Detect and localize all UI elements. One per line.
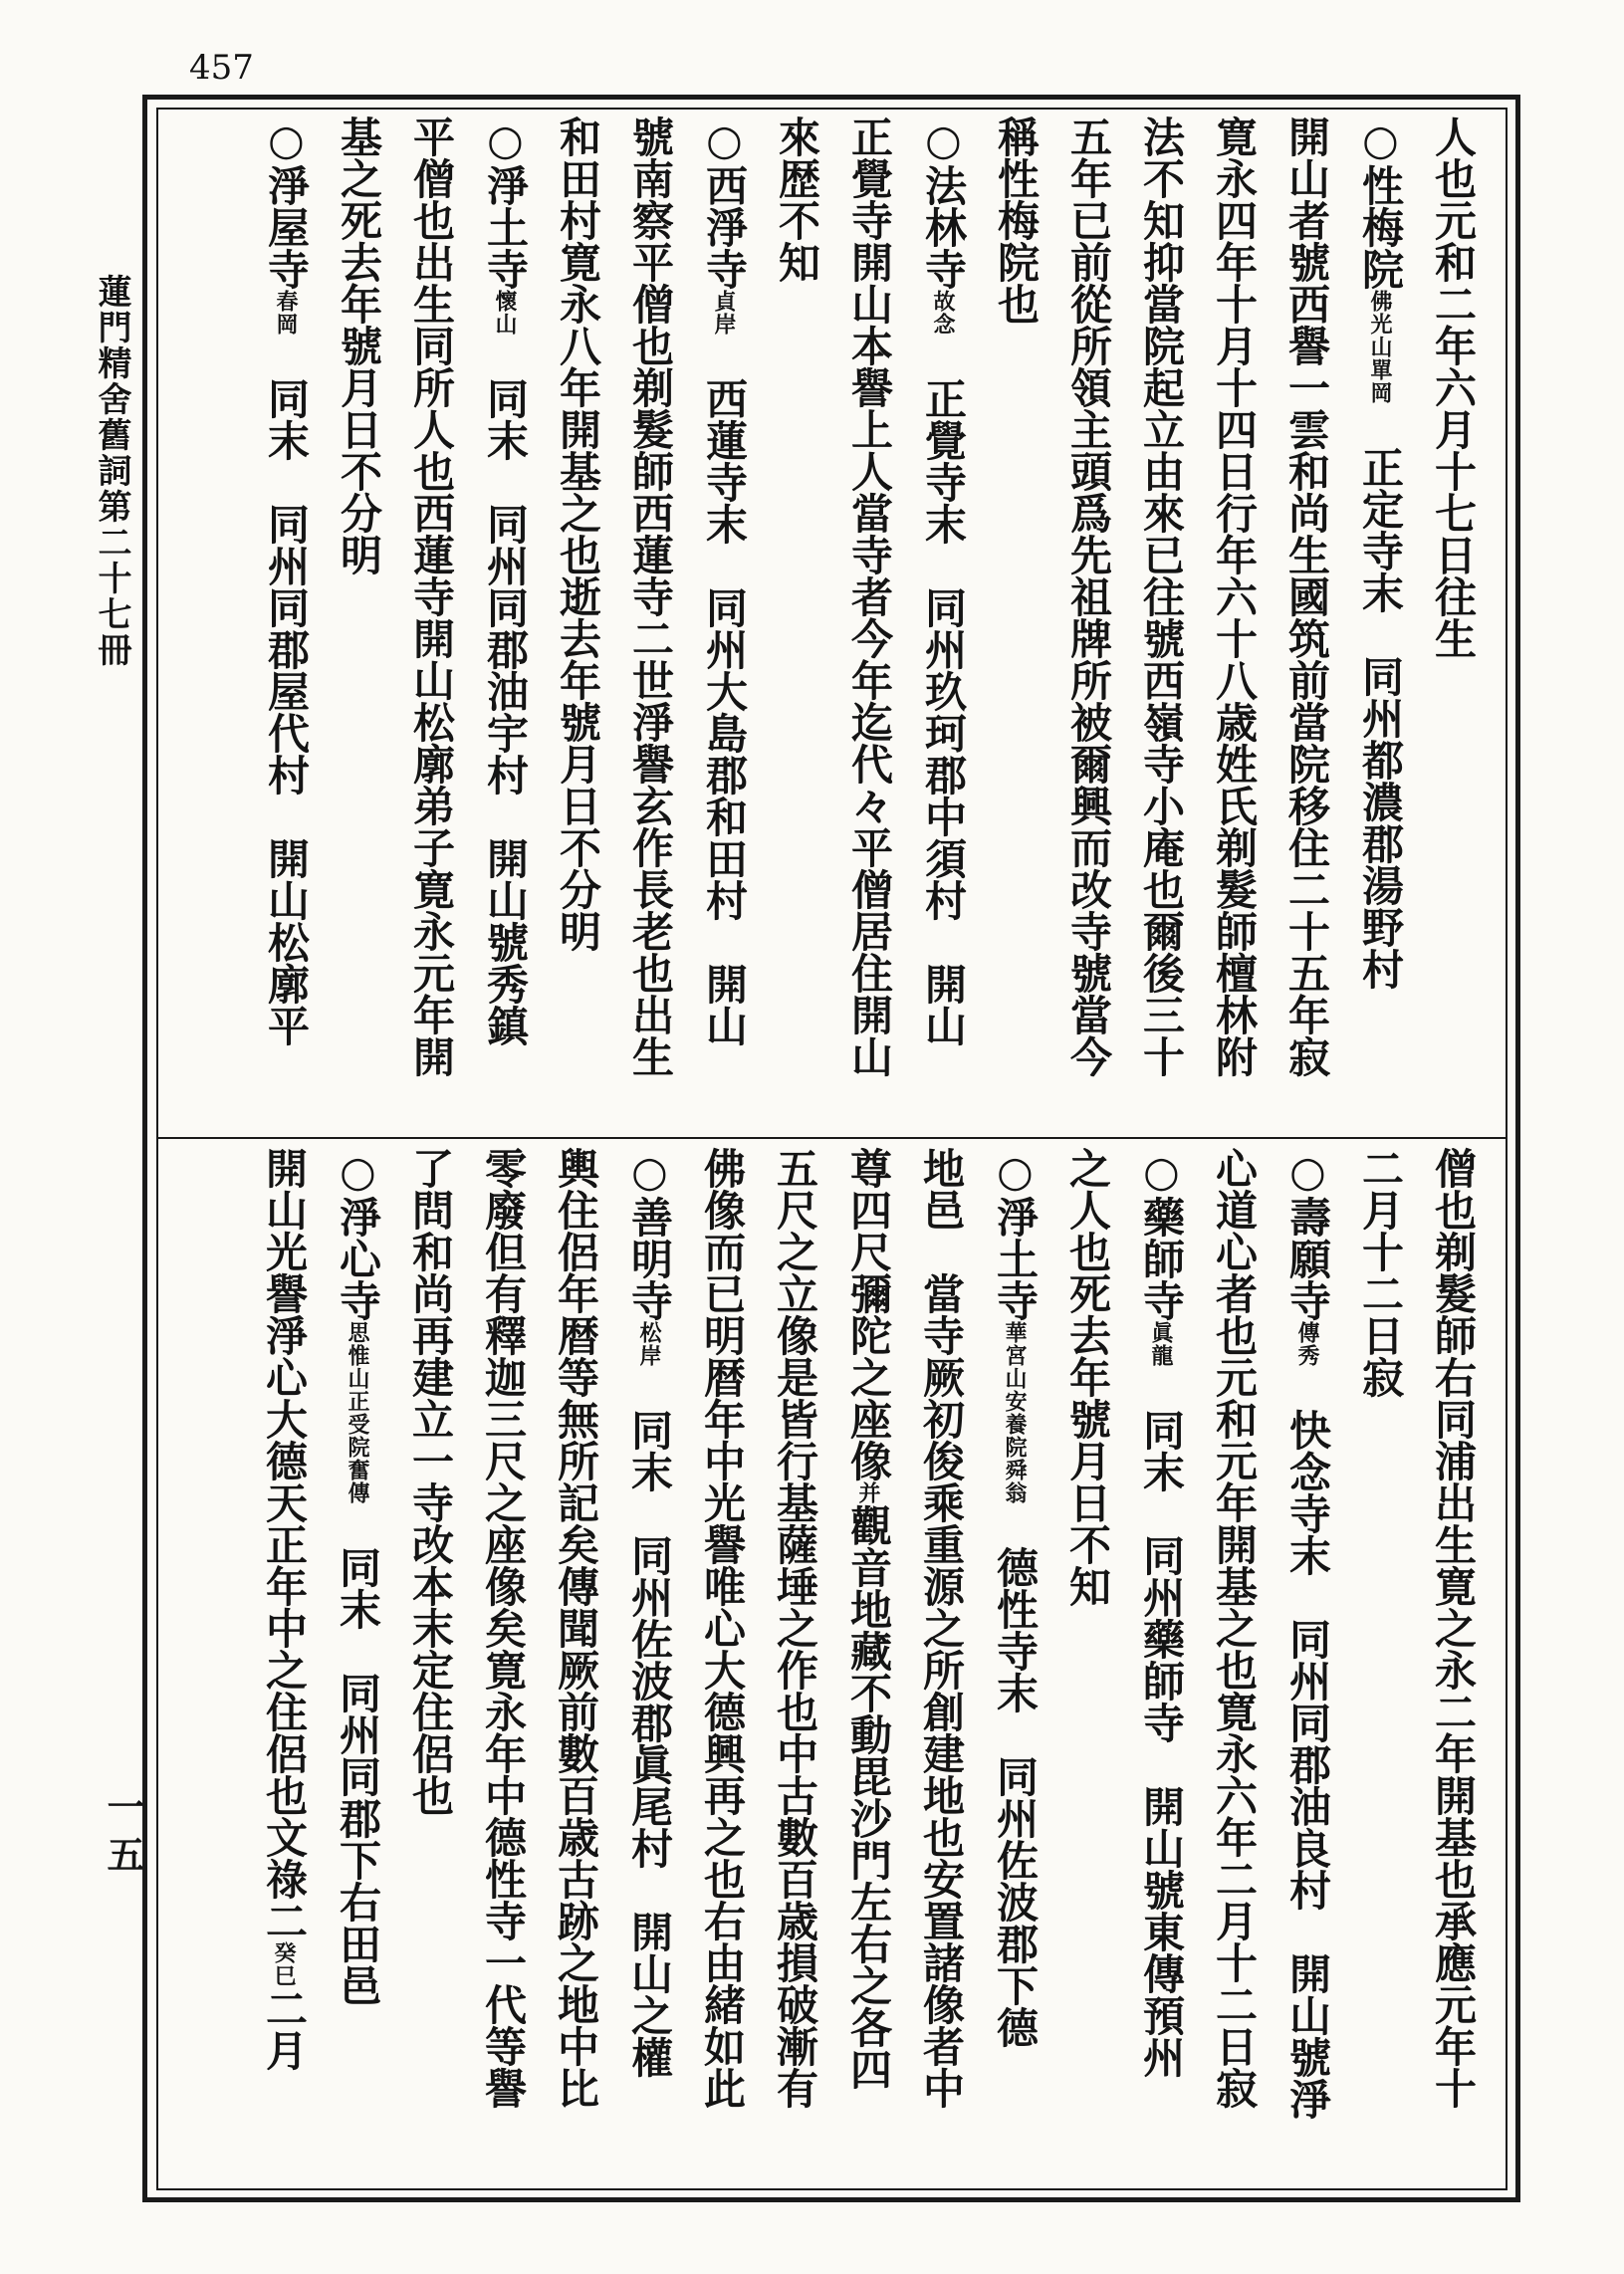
- column-text: 同末: [334, 1546, 382, 1630]
- text-column: [1198, 115, 1271, 1116]
- column-text: ○淨屋寺: [262, 115, 311, 290]
- column-text: 之人也死去年號月日不知: [1063, 1147, 1112, 1607]
- interlinear-note: 華宮山安養院舜翁: [1002, 1321, 1028, 1504]
- column-text: 同州都濃郡湯野村: [1356, 655, 1405, 990]
- column-text: 人也元和二年六月十七日往生: [1429, 115, 1478, 659]
- column-text: 尊四尺彌陀之座像: [844, 1147, 893, 1481]
- text-column: [1343, 115, 1417, 1116]
- column-text: ○淨土寺: [991, 1147, 1040, 1321]
- interlinear-note: 懷山: [492, 290, 518, 336]
- column-text: ○淨土寺: [481, 115, 530, 290]
- column-text: 平僧也出生同所人也西蓮寺開山松廓弟子寛永元年開: [407, 115, 456, 1077]
- text-column: [612, 1147, 686, 2182]
- interlinear-note: 眞龍: [1148, 1321, 1174, 1367]
- text-column: [1125, 115, 1198, 1116]
- interlinear-note: 貞岸: [711, 290, 737, 336]
- column-text: 同州同郡下右田邑: [334, 1672, 382, 2006]
- column-text: 寛永四年十月十四日行年六十八歳姓氏剃髮師檀林附: [1210, 115, 1259, 1077]
- column-text: ○西淨寺: [700, 115, 749, 290]
- text-column: [395, 115, 468, 1116]
- lower-text-block: [155, 1147, 1490, 2182]
- text-column: [978, 1147, 1051, 2182]
- column-text: 二月十二日寂: [1356, 1147, 1405, 1398]
- column-text: 僧也剃髮師右同浦出生寛之永二年開基也承應元年十: [1429, 1147, 1478, 2109]
- column-text: 開山者號西譽一雲和尚生國筑前當院移住二十五年寂: [1282, 115, 1331, 1077]
- text-column: [467, 1147, 540, 2182]
- text-column: [686, 1147, 759, 2182]
- column-text: 同州大島郡和田村: [700, 586, 749, 921]
- column-text: 同州佐波郡眞尾村: [625, 1534, 674, 1869]
- text-column: [759, 1147, 831, 2182]
- column-text: 輿住侶年暦等無所記矣傳聞厥前數百歳古跡之地中比: [552, 1147, 600, 2109]
- column-text: 開山之權: [625, 1911, 674, 2078]
- column-text: 同末: [1137, 1409, 1186, 1492]
- interlinear-note: 癸巳: [271, 1941, 297, 1987]
- column-text: 同末: [481, 377, 530, 461]
- text-column: [394, 1147, 467, 2182]
- interlinear-note: 思惟山正受院奮傳: [345, 1321, 370, 1504]
- text-column: [1271, 1147, 1344, 2182]
- column-text: 來歴不知: [773, 115, 821, 283]
- text-column: [1198, 1147, 1271, 2182]
- column-text: 了問和尚再建立一寺改本末定住侶也: [406, 1147, 455, 1816]
- text-column: [905, 1147, 978, 2182]
- text-column: [687, 115, 761, 1116]
- column-text: 正覺寺開山本譽上人當寺者今年迄代々平僧居住開山: [845, 115, 894, 1077]
- column-text: 零廢但有釋迦三尺之座像矣寛永年中德性寺一代等譽: [479, 1147, 528, 2109]
- page-number: 457: [189, 48, 254, 88]
- text-column: [1051, 1147, 1124, 2182]
- column-text: 心道心者也元和元年開基之也寛永六年二月十二日寂: [1210, 1147, 1259, 2109]
- upper-text-block: [155, 115, 1490, 1116]
- text-column: [540, 1147, 612, 2182]
- text-column: [1271, 115, 1343, 1116]
- text-column: [323, 115, 395, 1116]
- folio-number: 一五: [101, 1787, 145, 1883]
- column-text: 法不知抑當院起立由來已往號西嶺寺小庵也爾後三十: [1137, 115, 1186, 1077]
- column-text: 快念寺末: [1283, 1409, 1332, 1576]
- column-text: 五年已前從所領主頭爲先祖牌所被爾興而改寺號當今: [1064, 115, 1113, 1077]
- column-text: 開山松廓平: [262, 837, 311, 1046]
- column-text: 稱性梅院也: [992, 115, 1041, 325]
- column-text: 同州同郡屋代村: [262, 503, 311, 796]
- running-title: 蓮門精舍舊詞第二十七冊: [92, 274, 131, 668]
- text-column: [1417, 115, 1490, 1116]
- text-column: [831, 1147, 905, 2182]
- interlinear-note: 故念: [930, 290, 956, 336]
- interlinear-note: 佛光山單岡: [1367, 290, 1393, 404]
- column-text: 西蓮寺末: [700, 377, 749, 545]
- interlinear-note: 傳秀: [1294, 1321, 1320, 1367]
- section-divider: [156, 1137, 1508, 1139]
- text-column: [1124, 1147, 1198, 2182]
- column-text: ○壽願寺: [1283, 1147, 1332, 1321]
- interlinear-note: 松岸: [636, 1321, 662, 1367]
- text-column: [833, 115, 906, 1116]
- column-text: 和田村寛永八年開基之也逝去年號月日不分明: [554, 115, 602, 952]
- interlinear-note: 春岡: [273, 290, 299, 336]
- text-column: [542, 115, 614, 1116]
- column-text: 開山號秀鎮: [481, 837, 530, 1046]
- text-column: [321, 1147, 394, 2182]
- text-column: [761, 115, 833, 1116]
- column-text: 開山: [700, 963, 749, 1046]
- column-text: 基之死去年號月日不分明: [335, 115, 383, 575]
- text-column: [1052, 115, 1125, 1116]
- column-text: 號南察平僧也剃髮師西蓮寺二世淨譽玄作長老也出生: [626, 115, 675, 1077]
- column-text: 開山: [919, 963, 968, 1046]
- text-column: [614, 115, 687, 1116]
- column-text: 同末: [625, 1409, 674, 1492]
- text-column: [1417, 1147, 1490, 2182]
- column-text: 二月: [260, 1987, 309, 2071]
- column-text: 同末: [262, 377, 311, 461]
- interlinear-note: 并: [855, 1481, 881, 1504]
- column-text: 正定寺末: [1356, 446, 1405, 613]
- text-column: [980, 115, 1052, 1116]
- text-column: [249, 115, 323, 1116]
- column-text: 同州藥師寺: [1137, 1534, 1186, 1743]
- column-text: ○淨心寺: [334, 1147, 382, 1321]
- column-text: 同州同郡油良村: [1283, 1618, 1332, 1911]
- column-text: 同州玖珂郡中須村: [919, 586, 968, 921]
- column-text: 開山號淨: [1283, 1952, 1332, 2120]
- column-text: ○善明寺: [625, 1147, 674, 1321]
- column-text: ○法林寺: [919, 115, 968, 290]
- column-text: 開山號東傳預州: [1137, 1785, 1186, 2078]
- column-text: ○藥師寺: [1137, 1147, 1186, 1321]
- column-text: 觀音地藏不動毘沙門左右之各四: [844, 1504, 893, 2090]
- text-column: [906, 115, 980, 1116]
- column-text: 同州佐波郡下德: [991, 1755, 1040, 2048]
- text-column: [247, 1147, 321, 2182]
- column-text: 佛像而已明暦年中光譽唯心大德興再之也右由緒如此: [698, 1147, 747, 2109]
- column-text: ○性梅院: [1356, 115, 1405, 290]
- column-text: 開山光譽淨心大德天正年中之住侶也文祿二: [260, 1147, 309, 1941]
- column-text: 正覺寺末: [919, 377, 968, 545]
- column-text: 德性寺末: [991, 1546, 1040, 1713]
- text-column: [1344, 1147, 1417, 2182]
- column-text: 五尺之立像是皆行基薩埵之作也中古數百歳損破漸有: [771, 1147, 819, 2109]
- text-column: [468, 115, 542, 1116]
- column-text: 地邑 當寺厥初俊乘重源之所創建地也安置諸像者中: [917, 1147, 966, 2109]
- column-text: 同州同郡油宇村: [481, 503, 530, 796]
